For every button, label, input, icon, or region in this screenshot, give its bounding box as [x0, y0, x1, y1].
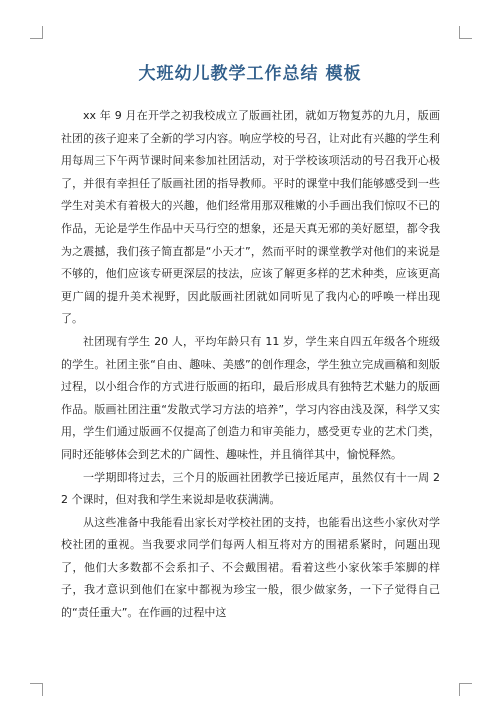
- crop-mark-top-left: [30, 26, 43, 39]
- body-paragraph-1: xx 年 9 月在开学之初我校成立了版画社团，就如万物复苏的九月，版画社团的孩子迎来了全新的学习内容。响应学校的号召，让对此有兴趣的学生利用每周三下午两节课时间来参加社团活动，对于学校该项活动的号召我开心极了，并很有幸担任了版画社团的指导教师。平时的课堂中我们能够感受到一些学生对美术有着极大的兴趣，他们经常用那双稚嫩的小手画出我们惊叹不已的作品，无论是学生作品中天马行空的想象，还是天真无邪的美好愿望，都令我为之震撼，我们孩子简直都是“小天才”，然而平时的课堂教学对他们的来说是不够的，他们应该专研更深层的技法，应该了解更多样的艺术种类，应该更高更广阔的提升美术视野，因此版画社团就如同听见了我内心的呼唤一样出现了。: [61, 109, 440, 326]
- crop-mark-bottom-left: [30, 683, 43, 696]
- body-paragraph-4: 从这些准备中我能看出家长对学校社团的支持，也能看出这些小家伙对学校社团的重视。当我要求同学们每两人相互将对方的围裙系紧时，问题出现了，他们大多数都不会系扣子、不会戴围裙。看着这些小家伙笨手笨脚的样子，我才意识到他们在家中都视为珍宝一般，很少做家务，一下子觉得自己的“责任重大”。在作画的过程中这: [61, 515, 440, 620]
- document-title: 大班幼儿教学工作总结 模板: [138, 64, 362, 84]
- body-paragraph-2: 社团现有学生 20 人，平均年龄只有 11 岁，学生来自四五年级各个班级的学生。社团主张“自由、趣味、美感”的创作理念，学生独立完成画稿和刻版过程，以小组合作的方式进行版画的拓印，最后形成具有独特艺术魅力的版画作品。版画社团注重“发散式学习方法的培养”，学习内容由浅及深，科学又实用，学生们通过版画不仅提高了创造力和审美能力，感受更专业的艺术门类，同时还能够体会到艺术的广阔性、趣味性，并且徜徉其中，愉悦释然。: [61, 334, 440, 461]
- body-paragraph-3: 一学期即将过去，三个月的版画社团教学已接近尾声，虽然仅有十一周 22 个课时，但对我和学生来说却是收获满满。: [61, 470, 440, 507]
- document-body: [61, 105, 440, 625]
- crop-mark-bottom-right: [459, 683, 472, 696]
- crop-mark-top-right: [459, 26, 472, 39]
